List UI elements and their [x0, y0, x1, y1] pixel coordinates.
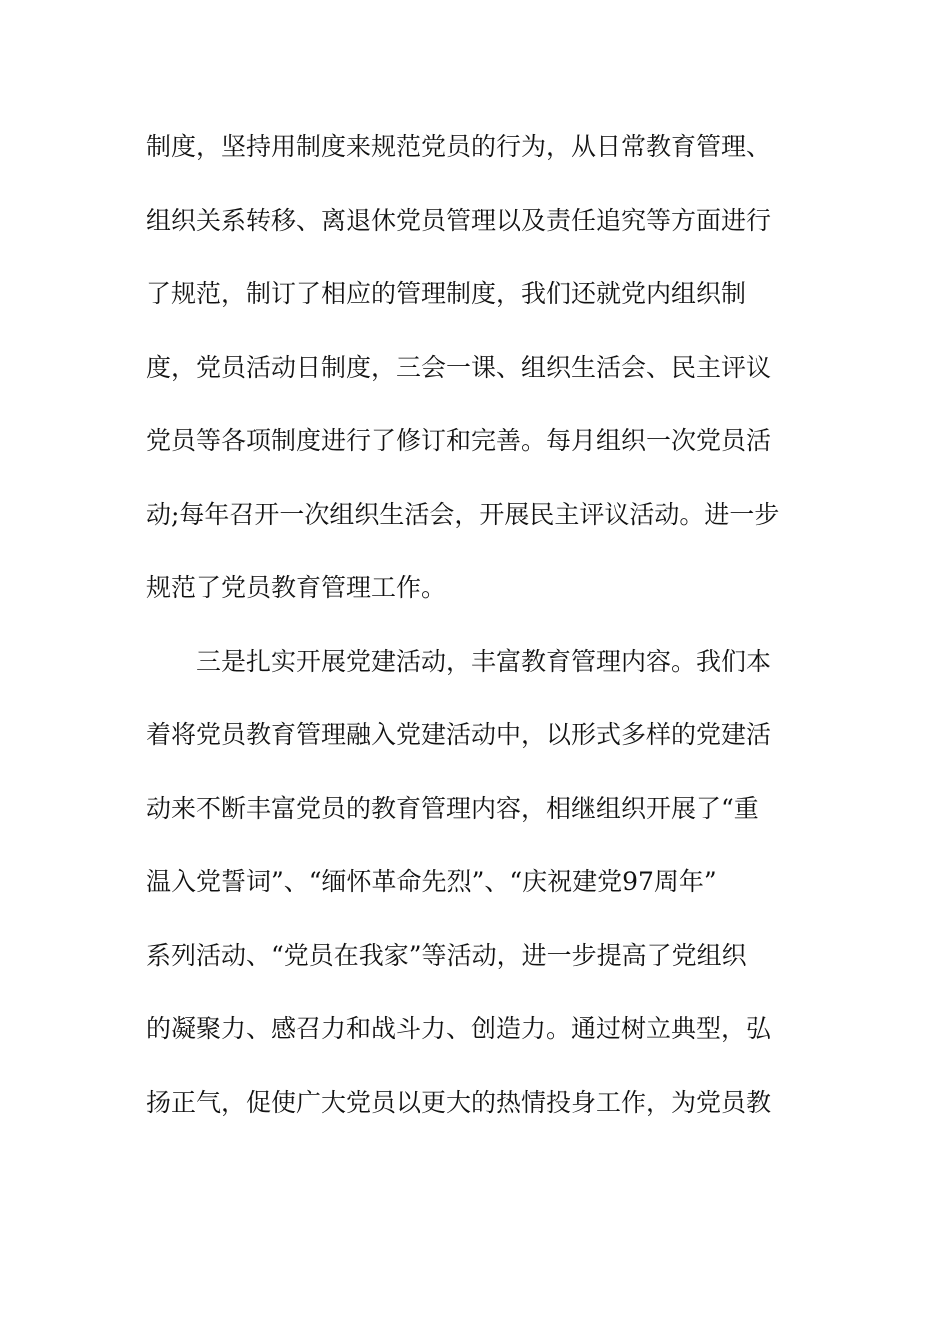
text-line-7: 规范了党员教育管理工作。 — [146, 573, 447, 602]
text-line-10: 动来不断丰富党员的教育管理内容，相继组织开展了“重 — [146, 793, 759, 823]
text-line-3: 了规范，制订了相应的管理制度，我们还就党内组织制 — [146, 279, 747, 308]
text-line-5: 党员等各项制度进行了修订和完善。每月组织一次党员活 — [146, 426, 772, 455]
text-line-4: 度，党员活动日制度，三会一课、组织生活会、民主评议 — [146, 352, 772, 382]
text-line-12: 系列活动、“党员在我家”等活动，进一步提高了党组织 — [146, 940, 747, 970]
text-line-6: 动;每年召开一次组织生活会，开展民主评议活动。进一步 — [146, 499, 780, 529]
text-line-14: 扬正气，促使广大党员以更大的热情投身工作，为党员教 — [146, 1087, 772, 1117]
text-line-1: 制度，坚持用制度来规范党员的行为，从日常教育管理、 — [146, 132, 772, 161]
text-line-8: 三是扎实开展党建活动，丰富教育管理内容。我们本 — [146, 646, 772, 676]
text-line-2: 组织关系转移、离退休党员管理以及责任追究等方面进行 — [146, 205, 772, 235]
text-line-11: 温入党誓词”、“缅怀革命先烈”、“庆祝建党97周年” — [146, 867, 717, 896]
body-text — [146, 128, 806, 1157]
text-line-9: 着将党员教育管理融入党建活动中，以形式多样的党建活 — [146, 720, 772, 749]
text-line-13: 的凝聚力、感召力和战斗力、创造力。通过树立典型，弘 — [146, 1014, 772, 1043]
